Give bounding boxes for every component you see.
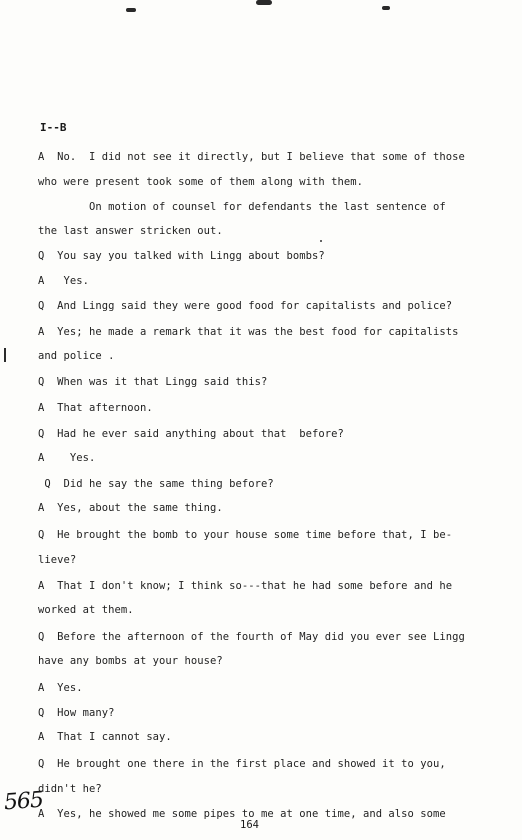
transcript-line: A Yes. <box>38 275 89 287</box>
transcript-line: Q He brought one there in the first place and showed it to you, <box>38 758 446 770</box>
transcript-line: A Yes; he made a remark that it was the best food for capitalists <box>38 326 459 338</box>
transcript-line: have any bombs at your house? <box>38 655 223 667</box>
transcript-line: Q He brought the bomb to your house some time before that, I be- <box>38 529 453 541</box>
transcript-line: lieve? <box>38 554 77 566</box>
transcript-line: A That afternoon. <box>38 402 153 414</box>
transcript-line: A Yes, he showed me some pipes to me at one time, and also some <box>38 808 446 820</box>
transcript-line: Q How many? <box>38 707 115 719</box>
transcript-line: A That I cannot say. <box>38 731 172 743</box>
transcript-line: A Yes. <box>38 452 96 464</box>
transcript-line: and police . <box>38 350 115 362</box>
transcript-line: Q Did he say the same thing before? <box>38 478 274 490</box>
scan-mark-top-center <box>256 0 272 5</box>
transcript-line: who were present took some of them along with them. <box>38 176 363 188</box>
section-label: I--B <box>40 121 67 134</box>
scan-mark-top-left <box>126 8 136 12</box>
transcript-line: the last answer stricken out. <box>38 225 223 237</box>
transcript-line: Q Had he ever said anything about that before? <box>38 428 344 440</box>
transcript-line: A Yes. <box>38 682 83 694</box>
scan-mark-top-right <box>382 6 390 10</box>
transcript-line: Q You say you talked with Lingg about bombs? <box>38 250 325 262</box>
transcript-line: On motion of counsel for defendants the last sentence of <box>38 201 446 213</box>
transcript-line: didn't he? <box>38 783 102 795</box>
transcript-line: Q And Lingg said they were good food for capitalists and police? <box>38 300 453 312</box>
transcript-line: Q When was it that Lingg said this? <box>38 376 268 388</box>
transcript-line: A No. I did not see it directly, but I believe that some of those <box>38 151 465 163</box>
margin-tick <box>4 348 6 362</box>
transcript-line: A Yes, about the same thing. <box>38 502 223 514</box>
scan-speck <box>320 240 322 242</box>
handwritten-annotation: 565 <box>3 787 44 816</box>
transcript-line: Q Before the afternoon of the fourth of May did you ever see Lingg <box>38 631 465 643</box>
transcript-line: A That I don't know; I think so---that he had some before and he <box>38 580 453 592</box>
transcript-line: worked at them. <box>38 604 134 616</box>
page-number: 164 <box>240 819 259 831</box>
